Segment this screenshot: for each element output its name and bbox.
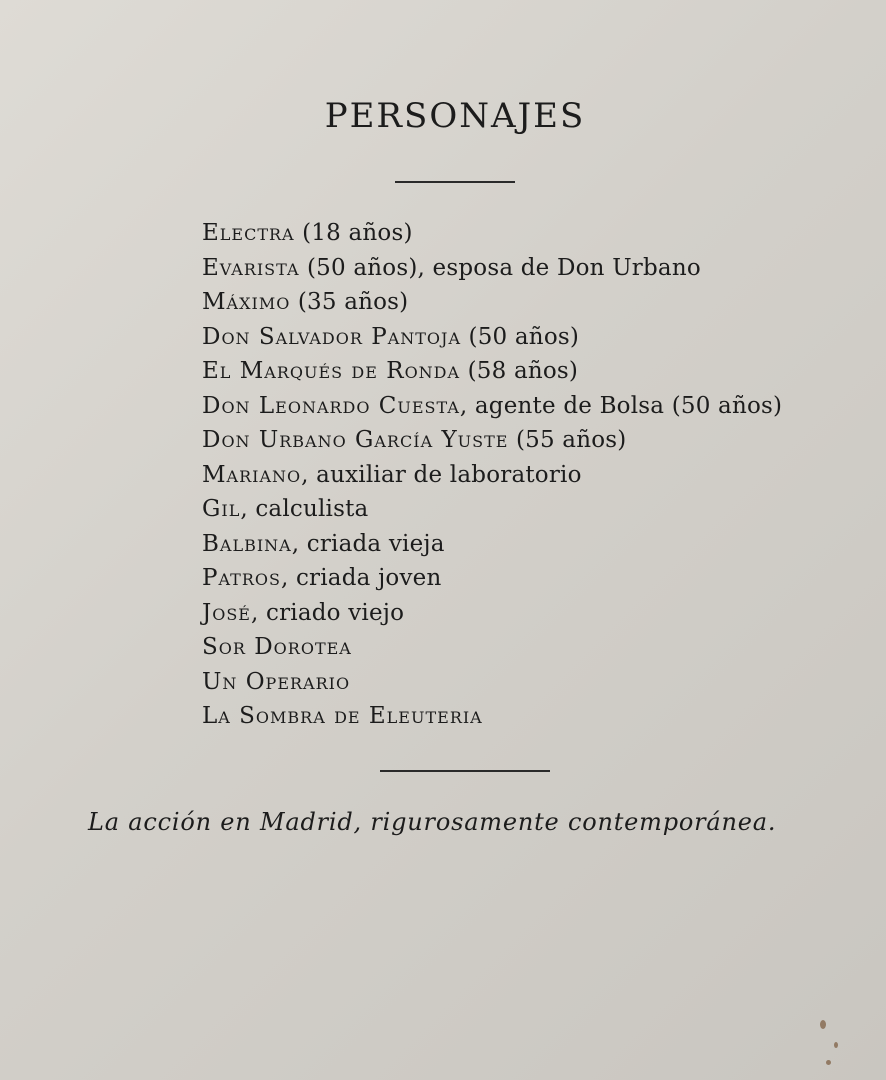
list-item: [202, 596, 782, 631]
list-item: [202, 665, 782, 700]
character-name: Gil: [202, 496, 241, 522]
list-item: [202, 216, 782, 251]
list-item: [202, 389, 782, 424]
setting-note: La acción en Madrid, rigurosamente contemporánea.: [88, 808, 777, 836]
list-item: [202, 354, 782, 389]
character-name: La Sombra de Eleuteria: [202, 703, 483, 729]
character-detail: , criado viejo: [250, 599, 405, 626]
list-item: [202, 423, 782, 458]
character-detail: (35 años): [290, 289, 409, 315]
paper-speck: [826, 1060, 831, 1065]
character-detail: , criada joven: [280, 565, 442, 591]
character-list: [202, 216, 782, 734]
paper-speck: [820, 1020, 826, 1029]
character-name: Un Operario: [202, 668, 351, 695]
character-name: Don Urbano García Yuste: [202, 427, 509, 453]
list-item: [202, 458, 782, 493]
character-name: Sor Dorotea: [202, 634, 352, 660]
bottom-divider: [380, 770, 550, 772]
character-name: Patros: [202, 565, 281, 591]
character-name: José: [202, 599, 251, 626]
character-detail: (55 años): [508, 427, 627, 453]
top-divider: [395, 181, 515, 183]
character-name: Electra: [202, 220, 295, 246]
character-detail: , agente de Bolsa (50 años): [459, 392, 783, 419]
paper-speck: [834, 1042, 838, 1048]
list-item: [202, 320, 782, 355]
character-name: El Marqués de Ronda: [202, 358, 461, 384]
list-item: [202, 630, 782, 665]
character-detail: , auxiliar de laboratorio: [301, 461, 582, 488]
character-detail: (50 años): [461, 323, 580, 350]
list-item: [202, 285, 782, 320]
page-title: PERSONAJES: [324, 96, 586, 136]
list-item: [202, 699, 782, 734]
character-detail: (58 años): [460, 358, 579, 384]
character-name: Don Salvador Pantoja: [202, 323, 462, 350]
list-item: [202, 492, 782, 527]
character-detail: (50 años), esposa de Don Urbano: [299, 254, 701, 281]
character-name: Don Leonardo Cuesta: [202, 392, 460, 419]
list-item: [202, 251, 782, 286]
character-name: Mariano: [202, 461, 302, 488]
character-detail: , criada vieja: [291, 530, 445, 557]
list-item: [202, 561, 782, 596]
list-item: [202, 527, 782, 562]
character-name: Máximo: [202, 289, 291, 315]
character-detail: , calculista: [240, 496, 369, 522]
character-name: Evarista: [202, 254, 300, 281]
character-name: Balbina: [202, 530, 292, 557]
character-detail: (18 años): [294, 220, 413, 246]
